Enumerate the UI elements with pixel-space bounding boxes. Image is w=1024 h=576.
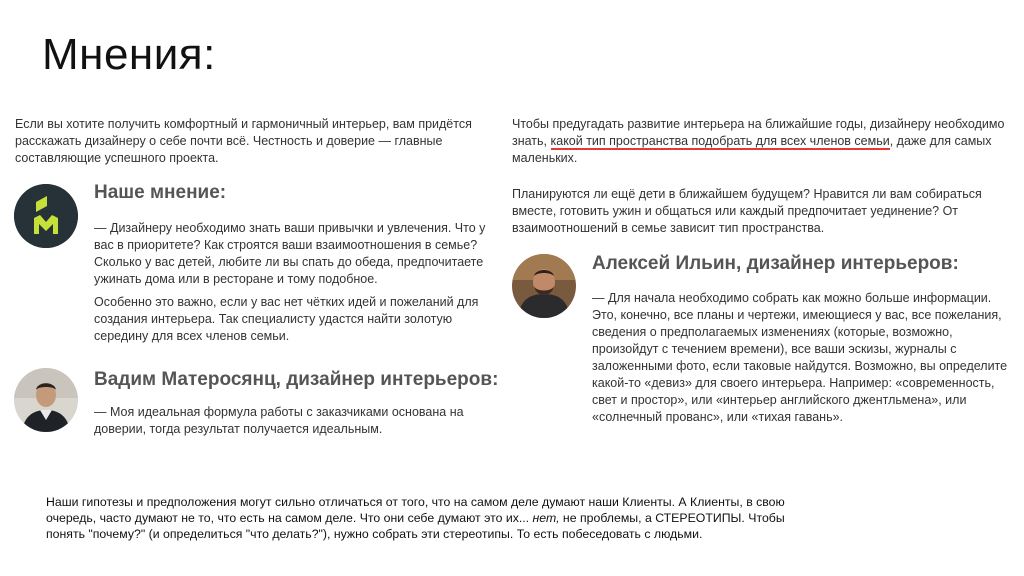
left-intro-paragraph: Если вы хотите получить комфортный и гармоничный интерьер, вам придётся расскажать дизайнеру о себе почти всё. Честность и доверие — главные составляющие успешного проекта. bbox=[15, 117, 472, 165]
vadim-heading: Вадим Матеросянц, дизайнер интерьеров: bbox=[94, 369, 499, 390]
footer-emphasis: нет, bbox=[532, 511, 560, 525]
right-paragraph-1 bbox=[512, 116, 1018, 167]
page-title: Мнения: bbox=[42, 30, 216, 79]
right-paragraph-1-end: , даже для самых маленьких. bbox=[512, 134, 992, 165]
right-paragraph-2: Планируются ли ещё дети в ближайшем будущем? Нравится ли вам собираться вместе, готовить ужин и общаться или каждый предпочитает уединение? От взаимоотношений в семье зависит тип пространства. bbox=[512, 187, 982, 235]
our-opinion-paragraph-2: Особенно это важно, если у вас нет чётких идей и пожеланий для создания интерьера. Так специалисту удастся найти золотую середину для всех членов семьи. bbox=[94, 295, 479, 343]
highlighted-phrase: какой тип пространства подобрать для всех членов семьи bbox=[550, 134, 890, 148]
avatar-vadim bbox=[14, 368, 78, 432]
our-opinion-heading: Наше мнение: bbox=[94, 182, 227, 203]
footer-text-end: не проблемы, а СТЕРЕОТИПЫ. Чтобы понять "почему?" (и определиться "что делать?"), нужно собрать эти стереотипы. То есть побеседовать с людьми. bbox=[46, 511, 785, 541]
alexey-heading: Алексей Ильин, дизайнер интерьеров: bbox=[592, 253, 959, 274]
our-opinion-paragraph-1: — Дизайнеру необходимо знать ваши привычки и увлечения. Что у вас в приоритете? Как строятся ваши взаимоотношения в семье? Сколько у вас детей, любите ли вы спать до обеда, предпочитаете ужинать дома или в ресторане и тому подобное. bbox=[94, 221, 486, 286]
right-paragraph-1-start: Чтобы предугадать развитие интерьера на ближайшие годы, дизайнеру необходимо знать, bbox=[512, 117, 1005, 148]
vadim-quote: — Моя идеальная формула работы с заказчиками основана на доверии, тогда результат получается идеальным. bbox=[94, 405, 464, 436]
footer-text-start: Наши гипотезы и предположения могут сильно отличаться от того, что на самом деле думают наши Клиенты. А Клиенты, в свою очередь, часто думают не то, что есть на самом деле. Что они себе думают это их... bbox=[46, 495, 785, 525]
footer-note bbox=[46, 494, 791, 542]
company-logo bbox=[14, 184, 78, 248]
alexey-quote: — Для начала необходимо собрать как можно больше информации. Это, конечно, все планы и чертежи, имеющиеся у вас, все пожелания, сведения о предполагаемых изменениях (которые, возможно, произойдут с течением времени), все ваши эскизы, журналы с заложенными фото, если таковые найдутся. Возможно, вы определите какой-то «девиз» для своего интерьера. Например: «современность, свет и простор», или «интерьер английского джентльмена», или «солнечный прованс», или «тихая гавань». bbox=[592, 291, 1008, 424]
avatar-alexey bbox=[512, 254, 576, 318]
